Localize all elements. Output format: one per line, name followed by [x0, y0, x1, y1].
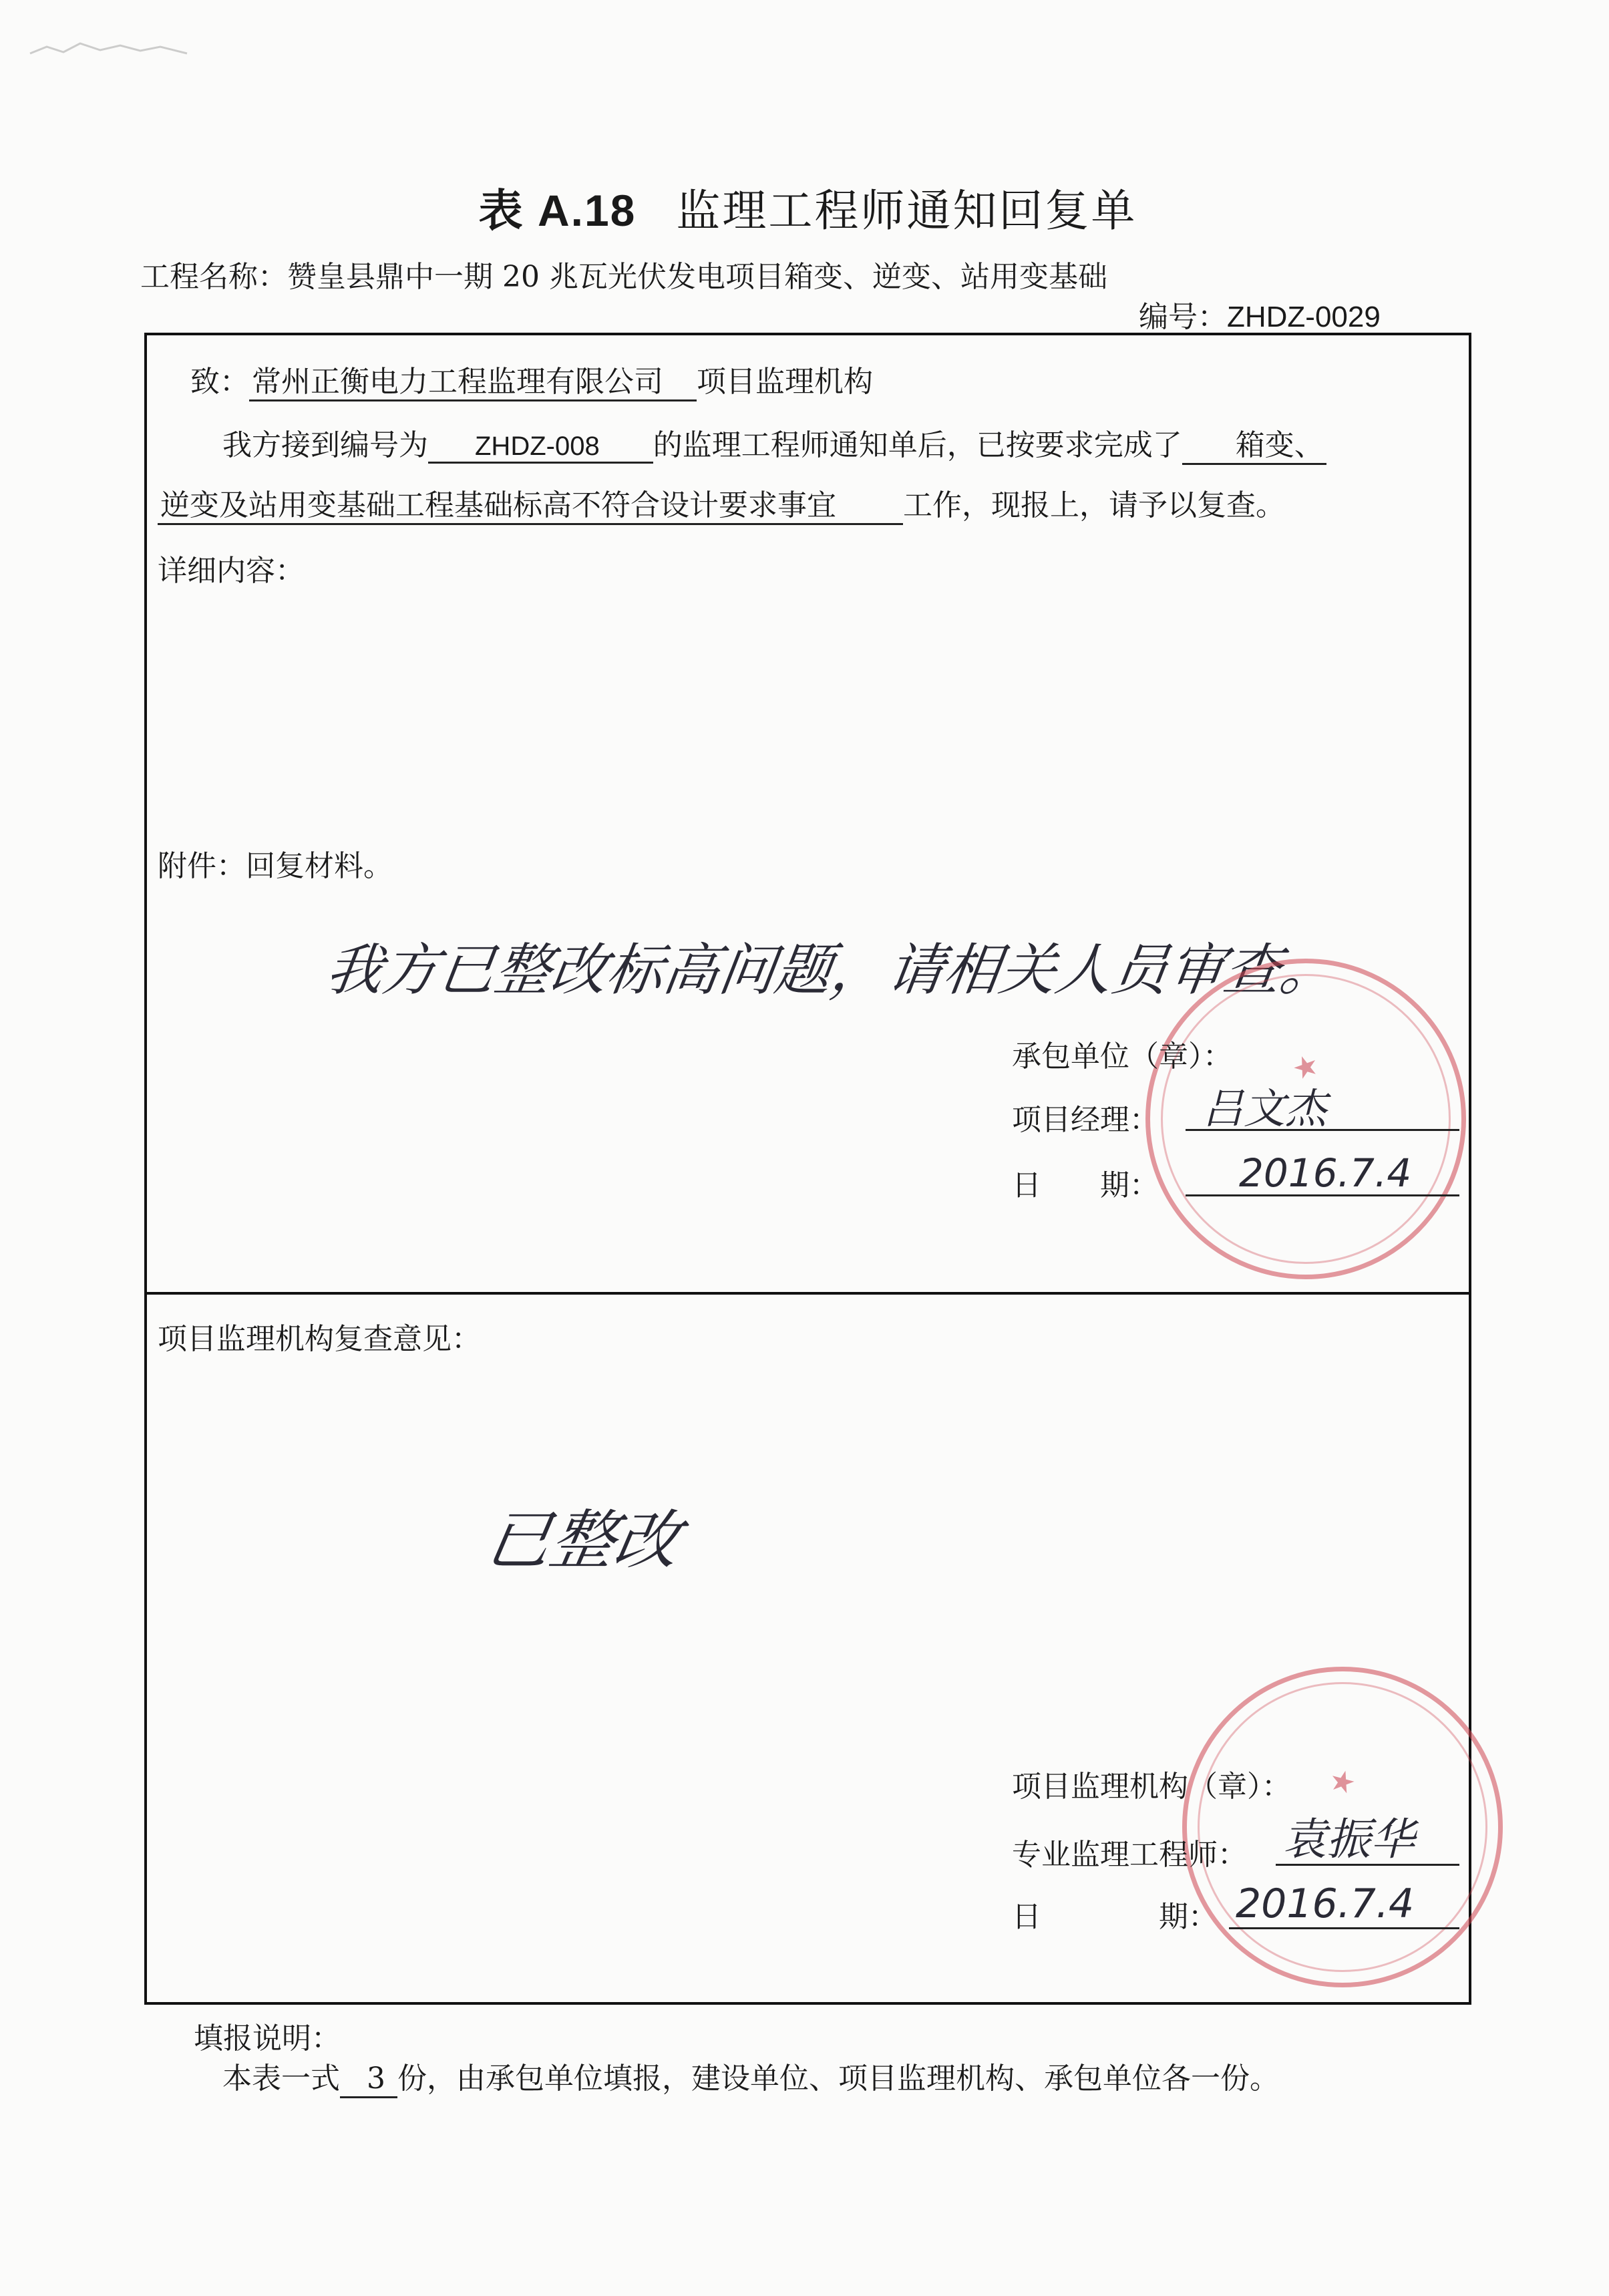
note-label: 填报说明： — [194, 2021, 341, 2056]
to-suffix: 项目监理机构 — [697, 365, 873, 399]
supervision-org-label: 项目监理机构（章）： — [1012, 1770, 1291, 1804]
date-label: 日 期： — [1012, 1168, 1159, 1202]
form-code: 表 A.18 — [478, 186, 637, 235]
review-date-label: 日 期： — [1012, 1900, 1218, 1934]
review-date-line — [1229, 1927, 1459, 1929]
project-label: 工程名称： — [140, 260, 287, 294]
engineer-signature: 袁振华 — [1282, 1814, 1415, 1865]
details-label: 详细内容： — [158, 554, 305, 588]
para-text2: 的监理工程师通知单后，已按要求完成了 — [653, 428, 1182, 462]
para-text3: 工作，现报上，请予以复查。 — [903, 488, 1285, 522]
form-title: 监理工程师通知回复单 — [676, 185, 1137, 236]
engineer-label: 专业监理工程师： — [1012, 1838, 1247, 1872]
review-label: 项目监理机构复查意见： — [158, 1322, 481, 1356]
section-divider — [144, 1292, 1471, 1295]
number-label: 编号： — [1139, 300, 1227, 334]
project-name: 赞皇县鼎中一期 20 兆瓦光伏发电项目箱变、逆变、站用变基础 — [287, 260, 1107, 294]
notice-number: ZHDZ-008 — [428, 431, 653, 464]
document-number — [1139, 293, 1381, 335]
note-text1: 本表一式 — [222, 2062, 340, 2096]
task-part1: 箱变、 — [1182, 429, 1326, 465]
page-title — [0, 175, 1609, 238]
manager-label: 项目经理： — [1012, 1103, 1159, 1137]
number-value: ZHDZ-0029 — [1227, 301, 1381, 333]
reply-paragraph-line1 — [222, 421, 1326, 465]
contractor-seal: ★ — [1145, 959, 1466, 1279]
note-text2: 份，由承包单位填报，建设单位、项目监理机构、承包单位各一份。 — [397, 2062, 1279, 2096]
to-company: 常州正衡电力工程监理有限公司 — [249, 365, 697, 401]
handwritten-opinion: 已整改 — [480, 1503, 686, 1578]
supervision-seal: ★ — [1182, 1667, 1503, 1987]
to-label: 致： — [190, 365, 249, 399]
copies-count: 3 — [340, 2062, 397, 2098]
note-text — [222, 2054, 1279, 2098]
contractor-unit-label: 承包单位（章）： — [1012, 1039, 1232, 1074]
project-line — [140, 253, 1107, 295]
scan-smudge — [27, 27, 200, 73]
handwritten-reply: 我方已整改标高问题，请相关人员审查。 — [322, 937, 1341, 1003]
addressee-line — [190, 357, 873, 401]
para-text1: 我方接到编号为 — [222, 428, 428, 462]
date-handwritten: 2016.7.4 — [1239, 1150, 1412, 1196]
review-date-handwritten: 2016.7.4 — [1236, 1880, 1415, 1927]
task-part2: 逆变及站用变基础工程基础标高不符合设计要求事宜 — [158, 489, 903, 525]
attachment-label: 附件：回复材料。 — [158, 849, 393, 883]
manager-signature: 吕文杰 — [1202, 1084, 1327, 1133]
reply-paragraph-line2 — [158, 481, 1285, 525]
